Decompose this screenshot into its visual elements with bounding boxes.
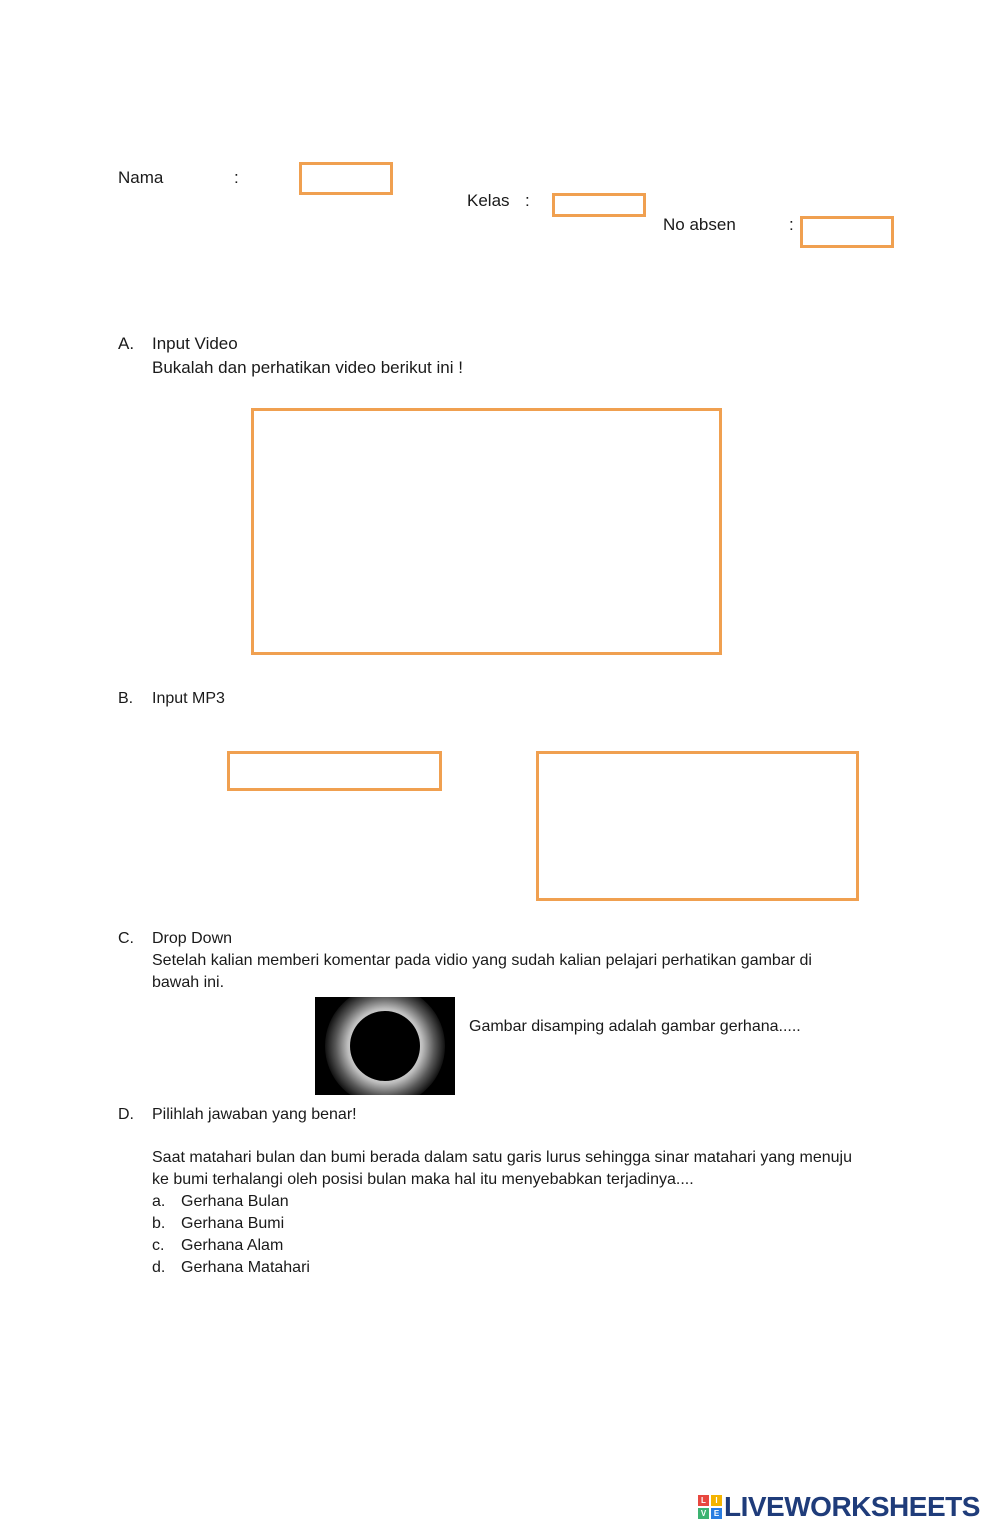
section-c-text-line2: bawah ini. [152,974,225,991]
question-line2: ke bumi terhalangi oleh posisi bulan maka hal itu menyebabkan terjadinya.... [152,1171,694,1188]
section-c-letter: C. [118,930,134,947]
section-b-title: Input MP3 [152,690,225,707]
logo-wordmark: LIVEWORKSHEETS [724,1491,980,1522]
logo-tiles-icon [698,1495,722,1519]
logo-tile: V [698,1508,709,1519]
absen-label: No absen [663,215,736,234]
kelas-input[interactable] [552,193,646,217]
question-line1: Saat matahari bulan dan bumi berada dalam satu garis lurus sehingga sinar matahari yang menuju [152,1149,852,1166]
nama-input[interactable] [299,162,393,195]
section-a-letter: A. [118,334,135,353]
option-d[interactable]: Gerhana Matahari [181,1259,310,1276]
liveworksheets-logo [698,1492,980,1522]
mp3-answer-box[interactable] [536,751,859,901]
option-c[interactable]: Gerhana Alam [181,1237,284,1254]
option-a-letter: a. [152,1193,166,1210]
mp3-input-box[interactable] [227,751,442,791]
section-c-title: Drop Down [152,930,233,947]
solar-eclipse-image [315,997,455,1095]
section-d-title: Pilihlah jawaban yang benar! [152,1106,357,1123]
option-c-letter: c. [152,1237,165,1254]
nama-label: Nama [118,168,164,187]
kelas-colon: : [525,191,530,210]
option-b-letter: b. [152,1215,166,1232]
absen-input[interactable] [800,216,894,248]
eclipse-caption: Gambar disamping adalah gambar gerhana..... [469,1018,801,1035]
logo-tile: I [711,1495,722,1506]
section-c-text-line1: Setelah kalian memberi komentar pada vidio yang sudah kalian pelajari perhatikan gambar di [152,952,812,969]
section-a-title: Input Video [152,334,238,353]
kelas-label: Kelas [467,191,510,210]
option-d-letter: d. [152,1259,166,1276]
nama-colon: : [234,168,239,187]
section-a-instruction: Bukalah dan perhatikan video berikut ini ! [152,358,463,377]
section-d-letter: D. [118,1106,134,1123]
logo-tile: L [698,1495,709,1506]
option-a[interactable]: Gerhana Bulan [181,1193,289,1210]
section-b-letter: B. [118,690,134,707]
eclipse-moon [350,1011,420,1081]
video-embed-box[interactable] [251,408,722,655]
option-b[interactable]: Gerhana Bumi [181,1215,285,1232]
logo-tile: E [711,1508,722,1519]
absen-colon: : [789,215,794,234]
